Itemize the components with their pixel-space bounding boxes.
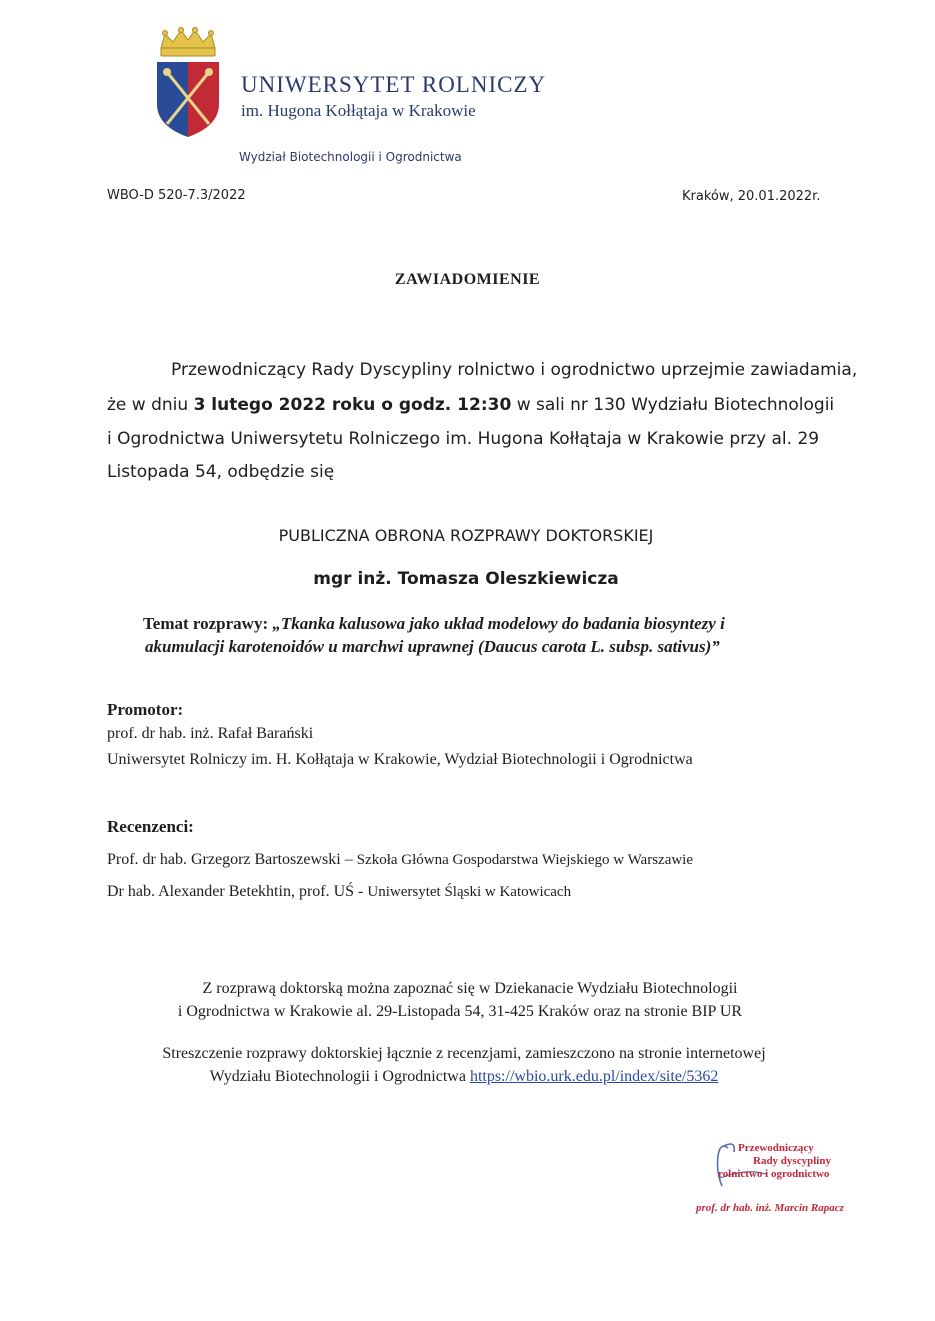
reference-number: WBO-D 520-7.3/2022	[107, 188, 246, 203]
promotor-name: prof. dr hab. inż. Rafał Barański	[107, 725, 314, 742]
reviewer-affiliation: Uniwersytet Śląski w Katowicach	[367, 884, 572, 900]
promotor-affiliation: Uniwersytet Rolniczy im. H. Kołłątaja w Krakowie, Wydział Biotechnologii i Ogrodnictwa	[107, 751, 693, 768]
announcement-line	[107, 395, 834, 415]
reviewers-label: Recenzenci:	[107, 817, 194, 836]
info-line: Z rozprawą doktorską można zapoznać się w Dziekanacie Wydziału Biotechnologii	[202, 980, 738, 997]
info-line: i Ogrodnictwa w Krakowie al. 29-Listopada 54, 31-425 Kraków oraz na stronie BIP UR	[177, 1003, 743, 1020]
announcement-line: Listopada 54, odbędzie się	[107, 462, 335, 482]
announcement-line: Przewodniczący Rady Dyscypliny rolnictwo i ogrodnictwo uprzejmie zawiadamia,	[171, 360, 858, 380]
signature-stamp	[696, 1138, 876, 1228]
place-date: Kraków, 20.01.2022r.	[682, 189, 821, 204]
info-line	[0, 1068, 928, 1086]
faculty-name: Wydział Biotechnologii i Ogrodnictwa	[239, 150, 462, 164]
topic-text: „Tkanka kalusowa jako układ modelowy do badania biosyntezy i	[272, 614, 725, 633]
info-text: Wydziału Biotechnologii i Ogrodnictwa	[209, 1068, 470, 1085]
candidate-name: mgr inż. Tomasza Oleszkiewicza	[313, 569, 619, 589]
reviewer-name: Prof. dr hab. Grzegorz Bartoszewski –	[107, 851, 357, 868]
defense-heading: PUBLICZNA OBRONA ROZPRAWY DOKTORSKIEJ	[278, 526, 654, 545]
topic-label: Temat rozprawy:	[143, 614, 273, 633]
topic-line: akumulacji karotenoidów u marchwi uprawnej (Daucus carota L. subsp. sativus)”	[145, 637, 720, 656]
stamp-line: rolnictwo i ogrodnictwo	[718, 1168, 830, 1180]
promotor-label: Promotor:	[107, 700, 184, 719]
reviewer-entry	[107, 851, 693, 869]
document-title: ZAWIADOMIENIE	[394, 271, 541, 288]
stamp-line: Przewodniczący	[738, 1142, 814, 1154]
university-name: UNIWERSYTET ROLNICZY	[241, 72, 547, 97]
university-subtitle: im. Hugona Kołłątaja w Krakowie	[241, 101, 476, 120]
stamp-name: prof. dr hab. inż. Marcin Rapacz	[696, 1202, 844, 1214]
university-logo	[155, 26, 221, 138]
wbio-link[interactable]: https://wbio.urk.edu.pl/index/site/5362	[469, 1068, 719, 1085]
announcement-text: w sali nr 130 Wydziału Biotechnologii	[511, 395, 835, 415]
reviewer-entry	[107, 883, 571, 901]
info-line: Streszczenie rozprawy doktorskiej łącznie z recenzjami, zamieszczono na stronie internetowej	[162, 1045, 766, 1062]
announcement-line: i Ogrodnictwa Uniwersytetu Rolniczego im. Hugona Kołłątaja w Krakowie przy al. 29	[107, 429, 820, 449]
topic-line	[143, 614, 725, 634]
defense-date: 3 lutego 2022 roku o godz. 12:30	[193, 395, 512, 415]
stamp-line: Rady dyscypliny	[753, 1155, 831, 1167]
reviewer-affiliation: Szkoła Główna Gospodarstwa Wiejskiego w Warszawie	[356, 852, 694, 868]
reviewer-name: Dr hab. Alexander Betekhtin, prof. UŚ -	[107, 883, 368, 900]
announcement-text: że w dniu	[107, 395, 194, 415]
